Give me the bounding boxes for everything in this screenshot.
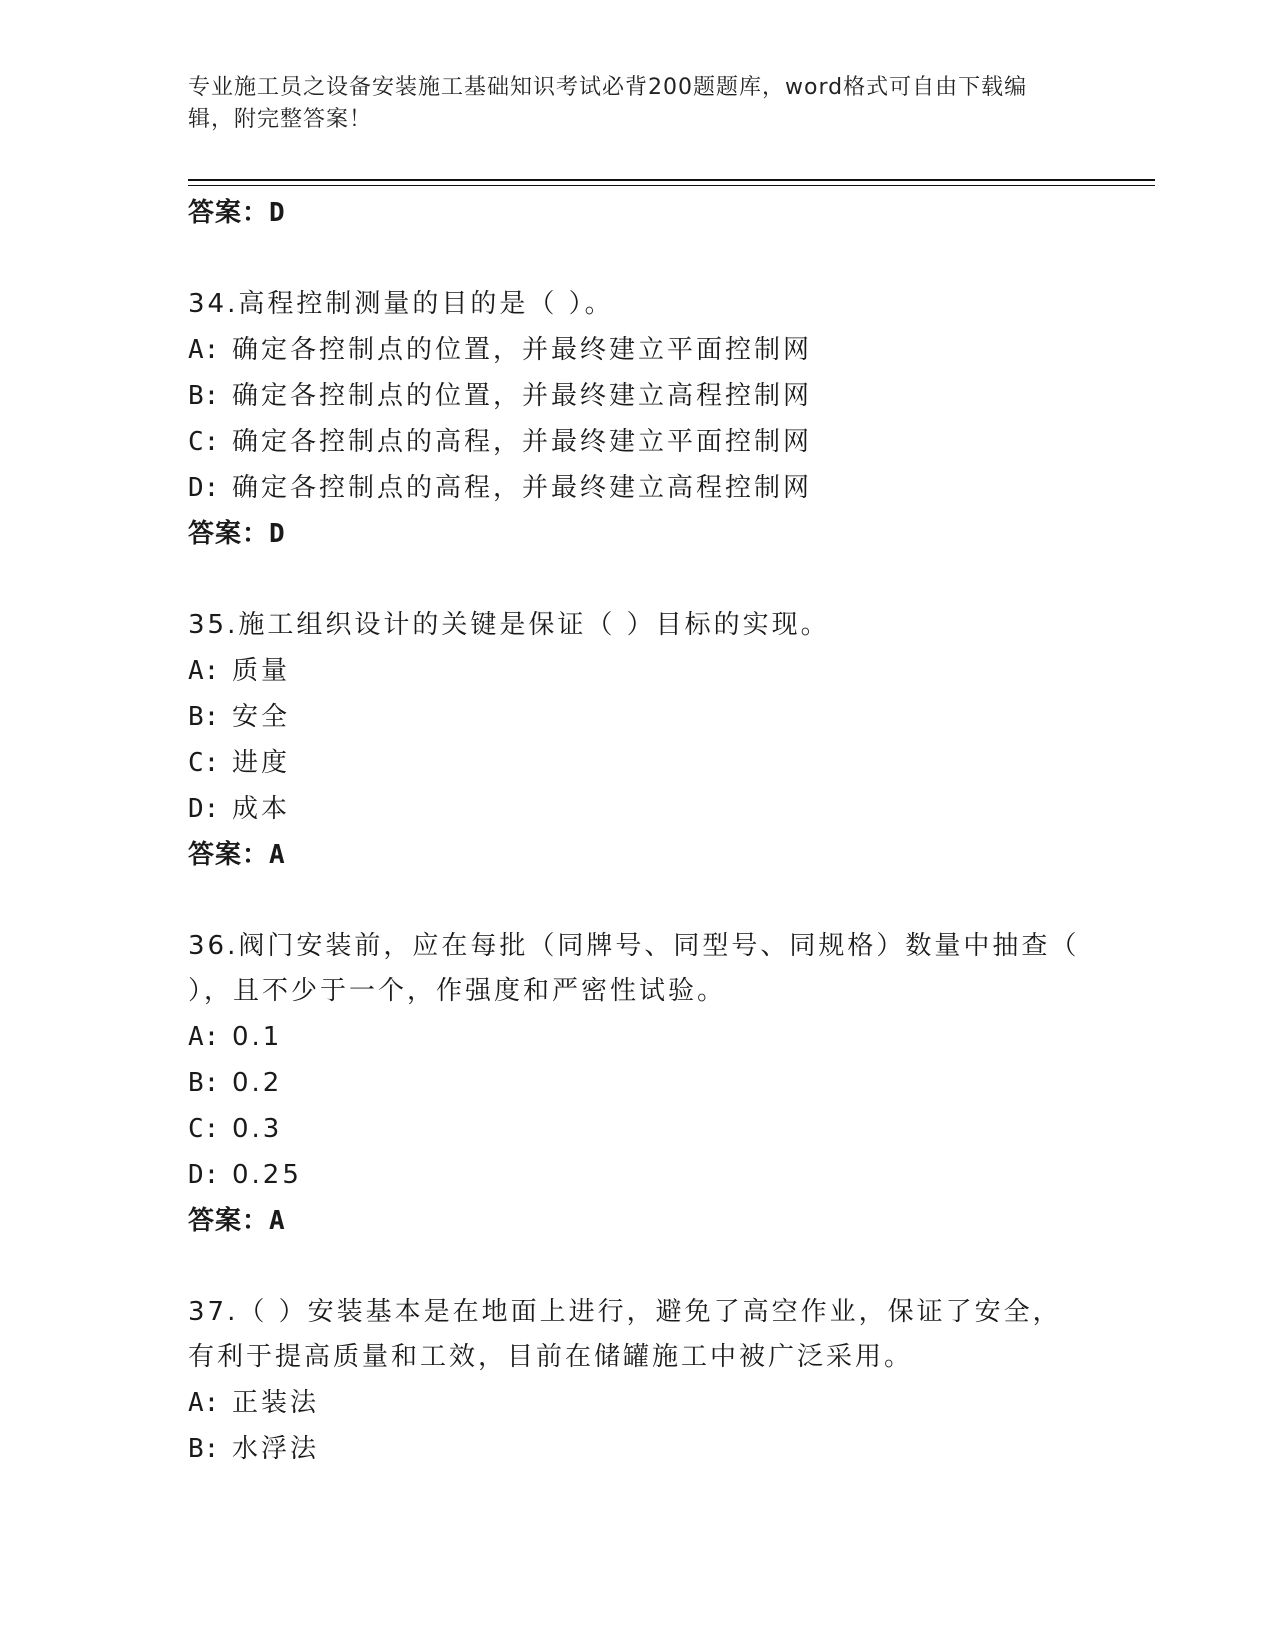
option-c (188, 740, 1088, 786)
option-a (188, 648, 1088, 694)
option-key: C: (188, 427, 220, 457)
option-text: 成本 (232, 794, 291, 824)
answer-label: 答案： (188, 1206, 270, 1236)
option-key: B: (188, 702, 220, 732)
option-c (188, 419, 1088, 465)
option-key: A: (188, 1388, 220, 1418)
document-header: 专业施工员之设备安装施工基础知识考试必背200题题库，word格式可自由下载编辑，附完整答案！ (188, 75, 1028, 132)
option-key: D: (188, 794, 220, 824)
option-key: A: (188, 335, 220, 365)
option-b (188, 1060, 1088, 1106)
option-key: D: (188, 1160, 220, 1190)
option-text: 0.3 (232, 1114, 283, 1144)
answer-line (188, 1198, 1088, 1244)
option-a (188, 327, 1088, 373)
option-b (188, 694, 1088, 740)
option-key: A: (188, 656, 220, 686)
option-key: B: (188, 1434, 220, 1464)
option-key: B: (188, 381, 220, 411)
answer-label: 答案： (188, 519, 270, 549)
option-a (188, 1014, 1088, 1060)
option-text: 确定各控制点的位置，并最终建立高程控制网 (232, 381, 813, 411)
answer-label: 答案： (188, 198, 270, 228)
answer-value: D (269, 198, 286, 228)
option-text: 确定各控制点的高程，并最终建立高程控制网 (232, 473, 813, 503)
answer-value: A (269, 1206, 286, 1236)
question-text: 35.施工组织设计的关键是保证（ ）目标的实现。 (188, 610, 830, 640)
option-d (188, 786, 1088, 832)
answer-line (188, 511, 1088, 557)
option-key: C: (188, 748, 220, 778)
option-key: C: (188, 1114, 220, 1144)
question-37 (188, 1290, 1088, 1472)
option-d (188, 465, 1088, 511)
header-divider-thin (188, 185, 1155, 186)
option-text: 进度 (232, 748, 291, 778)
question-36 (188, 924, 1088, 1244)
answer-value: D (269, 519, 286, 549)
answer-label: 答案： (188, 840, 270, 870)
option-d (188, 1152, 1088, 1198)
option-text: 水浮法 (232, 1434, 320, 1464)
option-text: 安全 (232, 702, 291, 732)
question-text: 34.高程控制测量的目的是（ ）。 (188, 289, 614, 319)
header-divider-thick (188, 179, 1155, 181)
question-text: 37.（ ）安装基本是在地面上进行，避免了高空作业，保证了安全，有利于提高质量和工效，目前在储罐施工中被广泛采用。 (188, 1297, 1062, 1372)
option-text: 正装法 (232, 1388, 320, 1418)
option-text: 质量 (232, 656, 291, 686)
question-text: 36.阀门安装前，应在每批（同牌号、同型号、同规格）数量中抽查（ ），且不少于一个，作强度和严密性试验。 (188, 931, 1080, 1006)
option-text: 0.25 (232, 1160, 302, 1190)
option-c (188, 1106, 1088, 1152)
answer-line (188, 190, 1088, 236)
answer-value: A (269, 840, 286, 870)
option-text: 0.2 (232, 1068, 283, 1098)
answer-line (188, 832, 1088, 878)
option-b (188, 1426, 1088, 1472)
question-34 (188, 282, 1088, 557)
option-key: A: (188, 1022, 220, 1052)
option-key: D: (188, 473, 220, 503)
option-text: 确定各控制点的位置，并最终建立平面控制网 (232, 335, 813, 365)
option-b (188, 373, 1088, 419)
question-35 (188, 603, 1088, 878)
option-a (188, 1380, 1088, 1426)
option-key: B: (188, 1068, 220, 1098)
option-text: 0.1 (232, 1022, 283, 1052)
option-text: 确定各控制点的高程，并最终建立平面控制网 (232, 427, 813, 457)
document-body (188, 190, 1088, 1472)
